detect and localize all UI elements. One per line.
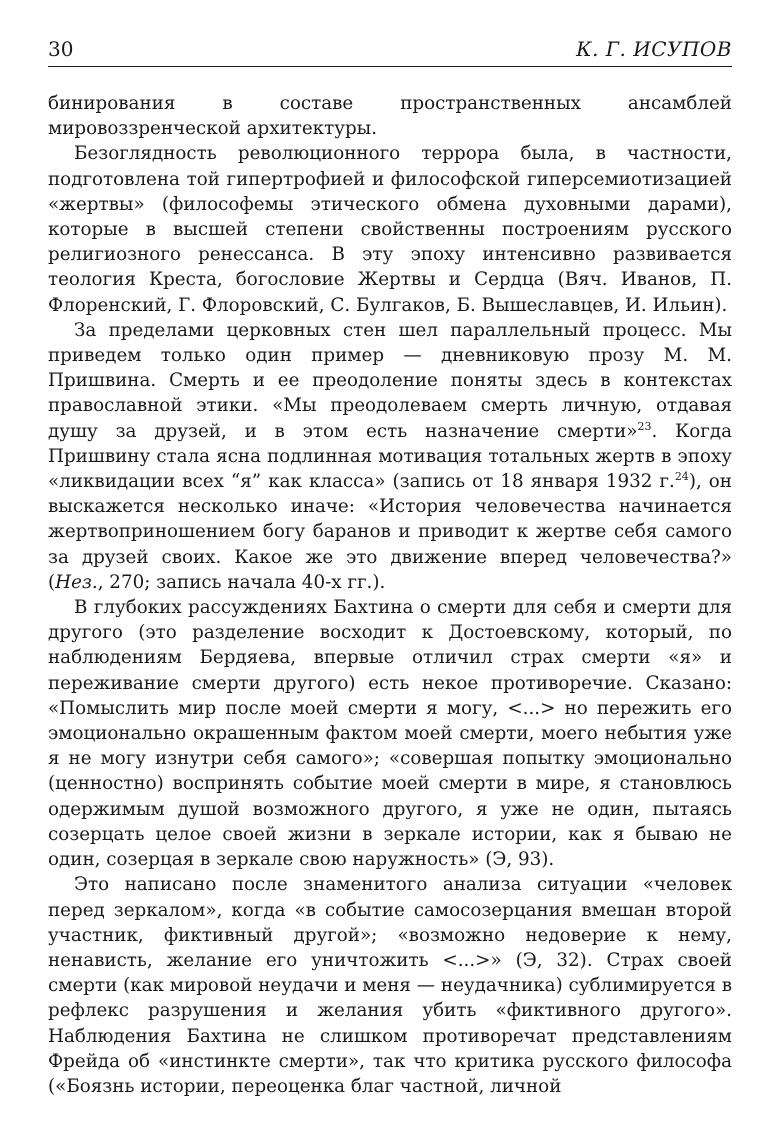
paragraph: бинирования в составе пространственных ансамблей мировоззренческой архитектуры. [48, 93, 732, 140]
source-abbreviation: Нез. [55, 571, 98, 593]
paragraph-text: , 270; запись начала 40-х гг.). [97, 571, 386, 593]
paragraph: Это написано после знаменитого анализа ситуации «человек перед зеркалом», когда «в событие самосозерцания вмешан второй участник, фиктивный другой»; «возможно недоверие к нему, ненависть, желание его уничтожить <...>» (Э, 32). Страх своей смерти (как мировой неудачи и меня — неудачника) сублимируется в рефлекс разрушения и желания убить «фиктивного другого». Наблюдения Бахтина не слишком противоречат представлениям Фрейда об «инстинкте смерти», так что критика русского философа («Боязнь истории, переоценка благ частной, личной [48, 874, 732, 1097]
paragraph [48, 318, 732, 595]
paragraph-text: За пределами церковных стен шел параллельный процесс. Мы приведем только один пример — дневниковую прозу М. М. Пришвина. Смерть и ее преодоление поняты здесь в контекстах православной этики. «Мы преодолеваем смерть личную, отдавая душу за друзей, и в этом есть назначение смерти» [48, 319, 732, 442]
running-header [48, 36, 732, 67]
paragraph-text: ), он выскажется несколько иначе: «История человечества начинается жертвоприношением богу баранов и приводит к жертве себя самого за друзей своих. Какое же это движение вперед человечества?» ( [48, 471, 732, 593]
paragraph-text: . Когда Пришвину стала ясна подлинная мотивация тотальных жертв в эпоху «ликвидации всех “я” как класса» (запись от 18 января 1932 г. [48, 420, 732, 493]
paragraph: В глубоких рассуждениях Бахтина о смерти для себя и смерти для другого (это разделение восходит к Достоевскому, который, по наблюдениям Бердяева, впервые отличил страх смерти «я» и переживание смерти другого) есть некое противоречие. Сказано: «Помыслить мир после моей смерти я могу, <...> но пережить его эмоционально окрашенным фактом моей смерти, моего небытия уже я не могу изнутри себя самого»; «совершая попытку эмоционально (ценностно) воспринять событие моей смерти в мире, я становлюсь одержимым душой возможного другого, я уже не один, пытаясь созерцать целое своей жизни в зеркале истории, как я бываю не один, созерцая в зеркале свою наружность» (Э, 93). [48, 597, 732, 871]
running-head-author: К. Г. ИСУПОВ [576, 37, 732, 61]
paragraph: Безоглядность революционного террора была, в частности, подготовлена той гипертрофией и философской гиперсемиотизацией «жертвы» (философемы этического обмена духовными дарами), которые в высшей степени свойственны построениям русского религиозного ренессанса. В эту эпоху интенсивно развивается теология Креста, богословие Жертвы и Сердца (Вяч. Иванов, П. Флоренский, Г. Флоровский, С. Булгаков, Б. Вышеславцев, И. Ильин). [48, 143, 732, 316]
footnote-ref: 23 [637, 419, 652, 433]
footnote-ref: 24 [674, 469, 689, 483]
page-body [48, 91, 732, 1099]
book-page [48, 36, 732, 1099]
page-number: 30 [48, 37, 74, 61]
